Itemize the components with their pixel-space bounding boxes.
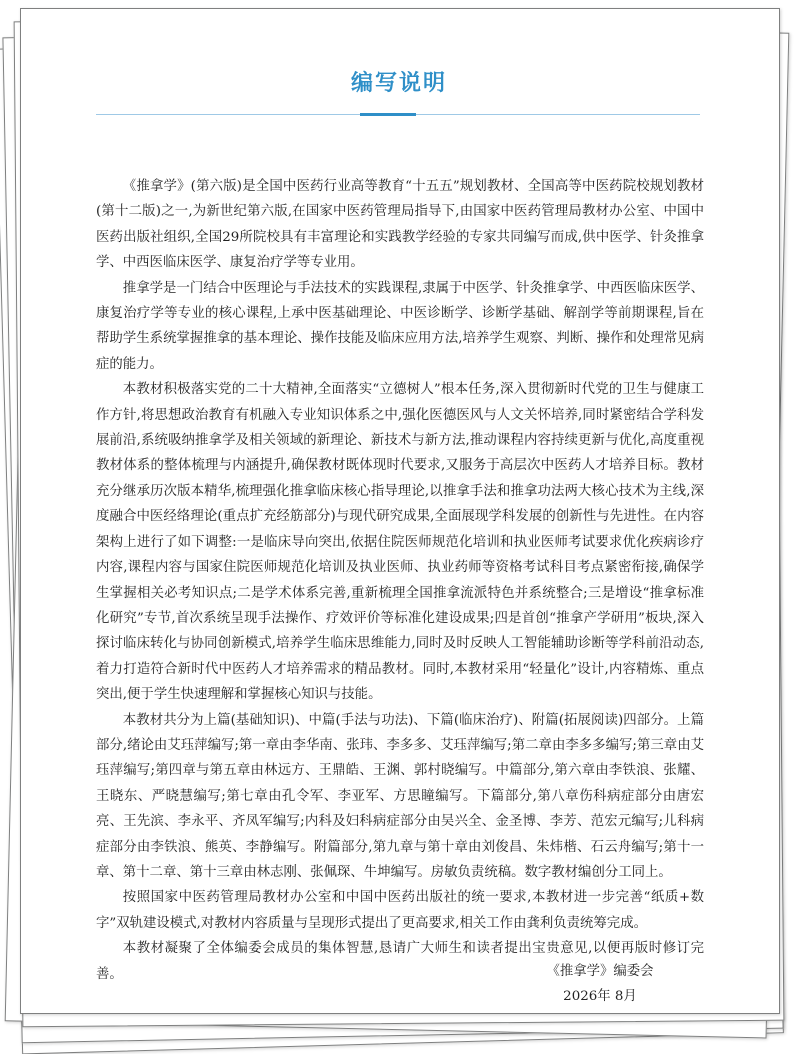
paragraph: 推拿学是一门结合中医理论与手法技术的实践课程,隶属于中医学、针灸推拿学、中西医临床医学、康复治疗学等专业的核心课程,上承中医基础理论、中医诊断学、诊断学基础、解剖学等前期课程,旨在帮助学生系统掌握推拿的基本理论、操作技能及临床应用方法,培养学生观察、判断、操作和处理常见病症的能力。 — [96, 280, 704, 372]
title-divider-accent — [360, 113, 416, 116]
document-body — [96, 174, 704, 987]
paragraph: 本教材凝聚了全体编委会成员的集体智慧,恳请广大师生和读者提出宝贵意见,以便再版时修订完善。 — [96, 941, 704, 982]
paragraph: 本教材共分为上篇(基础知识)、中篇(手法与功法)、下篇(临床治疗)、附篇(拓展阅读)四部分。上篇部分,绪论由艾珏萍编写;第一章由李华南、张玮、李多多、艾珏萍编写;第二章由李多多编写;第三章由艾珏萍编写;第四章与第五章由林远方、王鼎皓、王渊、郭村晓编写。中篇部分,第六章由李铁浪、张耀、王晓东、严晓慧编写;第七章由孔令军、李亚军、方思瞳编写。下篇部分,第八章伤科病症部分由唐宏亮、王先滨、李永平、齐凤军编写;内科及妇科病症部分由吴兴全、金圣博、李芳、范宏元编写;儿科病症部分由李铁浪、熊英、李静编写。附篇部分,第九章与第十章由刘俊昌、朱炜楷、石云舟编写;第十一章、第十二章、第十三章由林志刚、张佩琛、牛坤编写。房敏负责统稿。数字教材编创分工同上。 — [96, 712, 704, 880]
page-title: 编写说明 — [350, 71, 447, 96]
paragraph: 按照国家中医药管理局教材办公室和中国中医药出版社的统一要求,本教材进一步完善“纸质+数字”双轨建设模式,对教材内容质量与呈现形式提出了更高要求,相关工作由龚利负责统筹完成。 — [96, 890, 704, 931]
signature-date: 2026年 8月 — [563, 989, 637, 1004]
document-page — [20, 8, 778, 1012]
paragraph: 《推拿学》(第六版)是全国中医药行业高等教育“十五五”规划教材、全国高等中医药院校规划教材(第十二版)之一,为新世纪第六版,在国家中医药管理局指导下,由国家中医药管理局教材办公室、中国中医药出版社组织,全国29所院校具有丰富理论和实践教学经验的专家共同编写而成,供中医学、针灸推拿学、中西医临床医学、康复治疗学等专业用。 — [96, 179, 704, 271]
paragraph: 本教材积极落实党的二十大精神,全面落实“立德树人”根本任务,深入贯彻新时代党的卫生与健康工作方针,将思想政治教育有机融入专业知识体系之中,强化医德医风与人文关怀培养,同时紧密结合学科发展前沿,系统吸纳推拿学及相关领域的新理论、新技术与新方法,推动课程内容持续更新与优化,高度重视教材体系的整体梳理与内涵提升,确保教材既体现时代要求,又服务于高层次中医药人才培养目标。教材充分继承历次版本精华,梳理强化推拿临床核心指导理论,以推拿手法和推拿功法两大核心技术为主线,深度融合中医经络理论(重点扩充经筋部分)与现代研究成果,全面展现学科发展的创新性与先进性。在内容架构上进行了如下调整:一是临床导向突出,依据住院医师规范化培训和执业医师考试要求优化疾病诊疗内容,课程内容与国家住院医师规范化培训及执业医师、执业药师等资格考试科目考点紧密衔接,确保学生掌握相关必考知识点;二是学术体系完善,重新梳理全国推拿流派特色并系统整合;三是增设“推拿标准化研究”专节,首次系统呈现手法操作、疗效评价等标准化建设成果;四是首创“推拿产学研用”板块,深入探讨临床转化与协同创新模式,培养学生临床思维能力,同时及时反映人工智能辅助诊断等学科前沿动态,着力打造符合新时代中医药人才培养需求的精品教材。同时,本教材采用“轻量化”设计,内容精炼、重点突出,便于学生快速理解和掌握核心知识与技能。 — [96, 382, 704, 703]
signature-committee: 《推拿学》编委会 — [546, 964, 654, 979]
